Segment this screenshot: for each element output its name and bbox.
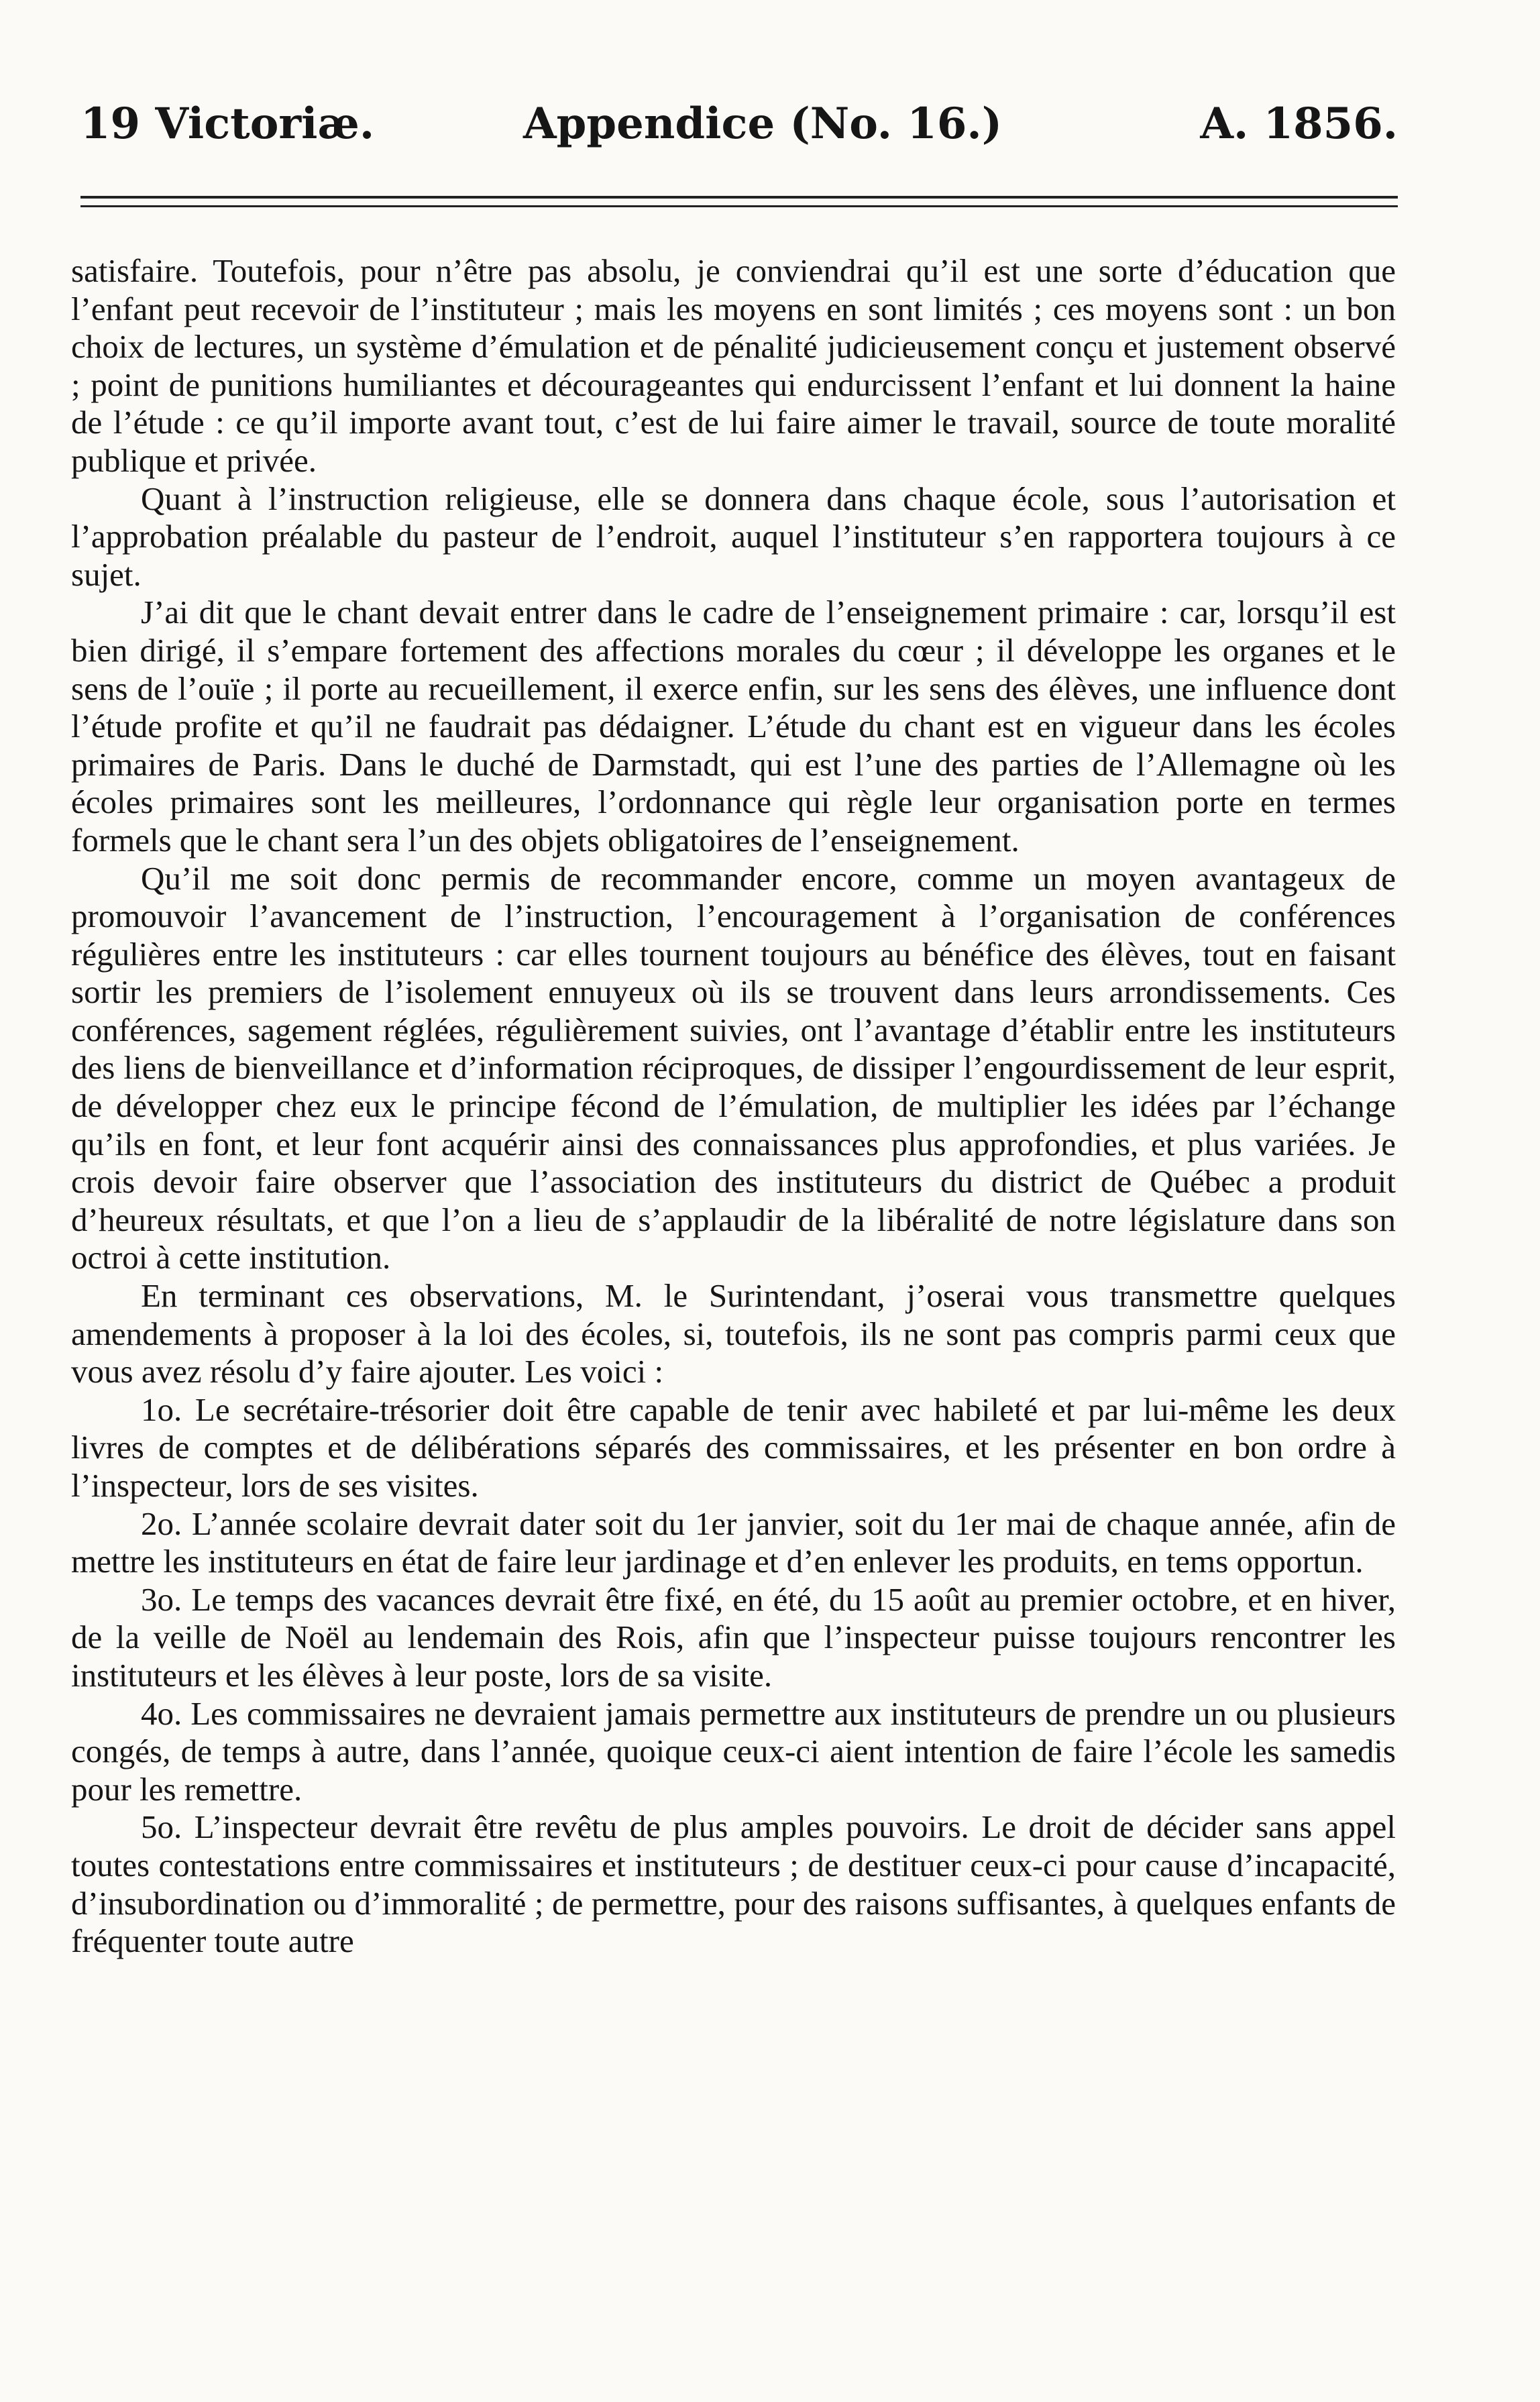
header-rule — [80, 196, 1398, 199]
header-appendix: Appendice (No. 16.) — [523, 99, 1002, 149]
header-rule-double — [80, 205, 1398, 207]
amendment-5: 5o. L’inspecteur devrait être revêtu de plus amples pouvoirs. Le droit de décider sans appel toutes contestations entre commissaires et instituteurs ; de destituer ceux-ci pour cause d’incapacité, d’insubordination ou d’immoralité ; de permettre, pour des raisons suffisantes, à quelques enfants de fréquenter toute autre — [71, 1808, 1396, 1960]
paragraph-religious-instruction: Quant à l’instruction religieuse, elle se donnera dans chaque école, sous l’autorisation et l’approbation préalable du pasteur de l’endroit, auquel l’instituteur s’en rapportera toujours à ce sujet. — [71, 480, 1396, 593]
header-session: 19 Victoriæ. — [80, 99, 375, 149]
paragraph-amendments-intro: En terminant ces observations, M. le Surintendant, j’oserai vous transmettre quelques amendements à proposer à la loi des écoles, si, toutefois, ils ne sont pas compris parmi ceux que vous avez résolu d’y faire ajouter. Les voici : — [71, 1277, 1396, 1390]
paragraph-conferences: Qu’il me soit donc permis de recommander encore, comme un moyen avantageux de promouvoir l’avancement de l’instruction, l’encouragement à l’organisation de conférences régulières entre les instituteurs : car elles tournent toujours au bénéfice des élèves, tout en faisant sortir les premiers de l’isolement ennuyeux où ils se trouvent dans leurs arrondissements. Ces conférences, sagement réglées, régulièrement suivies, ont l’avantage d’établir entre les instituteurs des liens de bienveillance et d’information réciproques, de dissiper l’engourdissement de leur esprit, de développer chez eux le principe fécond de l’émulation, de multiplier les idées par l’échange qu’ils en font, et leur font acquérir ainsi des connaissances plus approfondies, et plus variées. Je crois devoir faire observer que l’association des instituteurs du district de Québec a produit d’heureux résultats, et que l’on a lieu de s’applaudir de la libéralité de notre législature dans son octroi à cette institution. — [71, 859, 1396, 1276]
running-header — [80, 94, 1398, 154]
amendment-3: 3o. Le temps des vacances devrait être fixé, en été, du 15 août au premier octobre, et en hiver, de la veille de Noël au lendemain des Rois, afin que l’inspecteur puisse toujours rencontrer les instituteurs et les élèves à leur poste, lors de sa visite. — [71, 1580, 1396, 1694]
amendment-1: 1o. Le secrétaire-trésorier doit être capable de tenir avec habileté et par lui-même les deux livres de comptes et de délibérations séparés des commissaires, et les présenter en bon ordre à l’inspecteur, lors de ses visites. — [71, 1390, 1396, 1504]
body-text — [71, 252, 1396, 1961]
header-year: A. 1856. — [1200, 99, 1398, 149]
paragraph-continuation: satisfaire. Toutefois, pour n’être pas absolu, je conviendrai qu’il est une sorte d’éducation que l’enfant peut recevoir de l’instituteur ; mais les moyens en sont limités ; ces moyens sont : un bon choix de lectures, un système d’émulation et de pénalité judicieusement conçu et justement observé ; point de punitions humiliantes et décourageantes qui endurcissent l’enfant et lui donnent la haine de l’étude : ce qu’il importe avant tout, c’est de lui faire aimer le travail, source de toute moralité publique et privée. — [71, 252, 1396, 479]
amendment-2: 2o. L’année scolaire devrait dater soit du 1er janvier, soit du 1er mai de chaque année, afin de mettre les instituteurs en état de faire leur jardinage et d’en enlever les produits, en tems opportun. — [71, 1505, 1396, 1580]
paragraph-singing: J’ai dit que le chant devait entrer dans le cadre de l’enseignement primaire : car, lorsqu’il est bien dirigé, il s’empare fortement des affections morales du cœur ; il développe les organes et le sens de l’ouïe ; il porte au recueillement, il exerce enfin, sur les sens des élèves, une influence dont l’étude profite et qu’il ne faudrait pas dédaigner. L’étude du chant est en vigueur dans les écoles primaires de Paris. Dans le duché de Darmstadt, qui est l’une des parties de l’Allemagne où les écoles primaires sont les meilleures, l’ordonnance qui règle leur organisation porte en termes formels que le chant sera l’un des objets obligatoires de l’enseignement. — [71, 594, 1396, 859]
amendment-4: 4o. Les commissaires ne devraient jamais permettre aux instituteurs de prendre un ou plusieurs congés, de temps à autre, dans l’année, quoique ceux-ci aient intention de faire l’école les samedis pour les remettre. — [71, 1694, 1396, 1808]
